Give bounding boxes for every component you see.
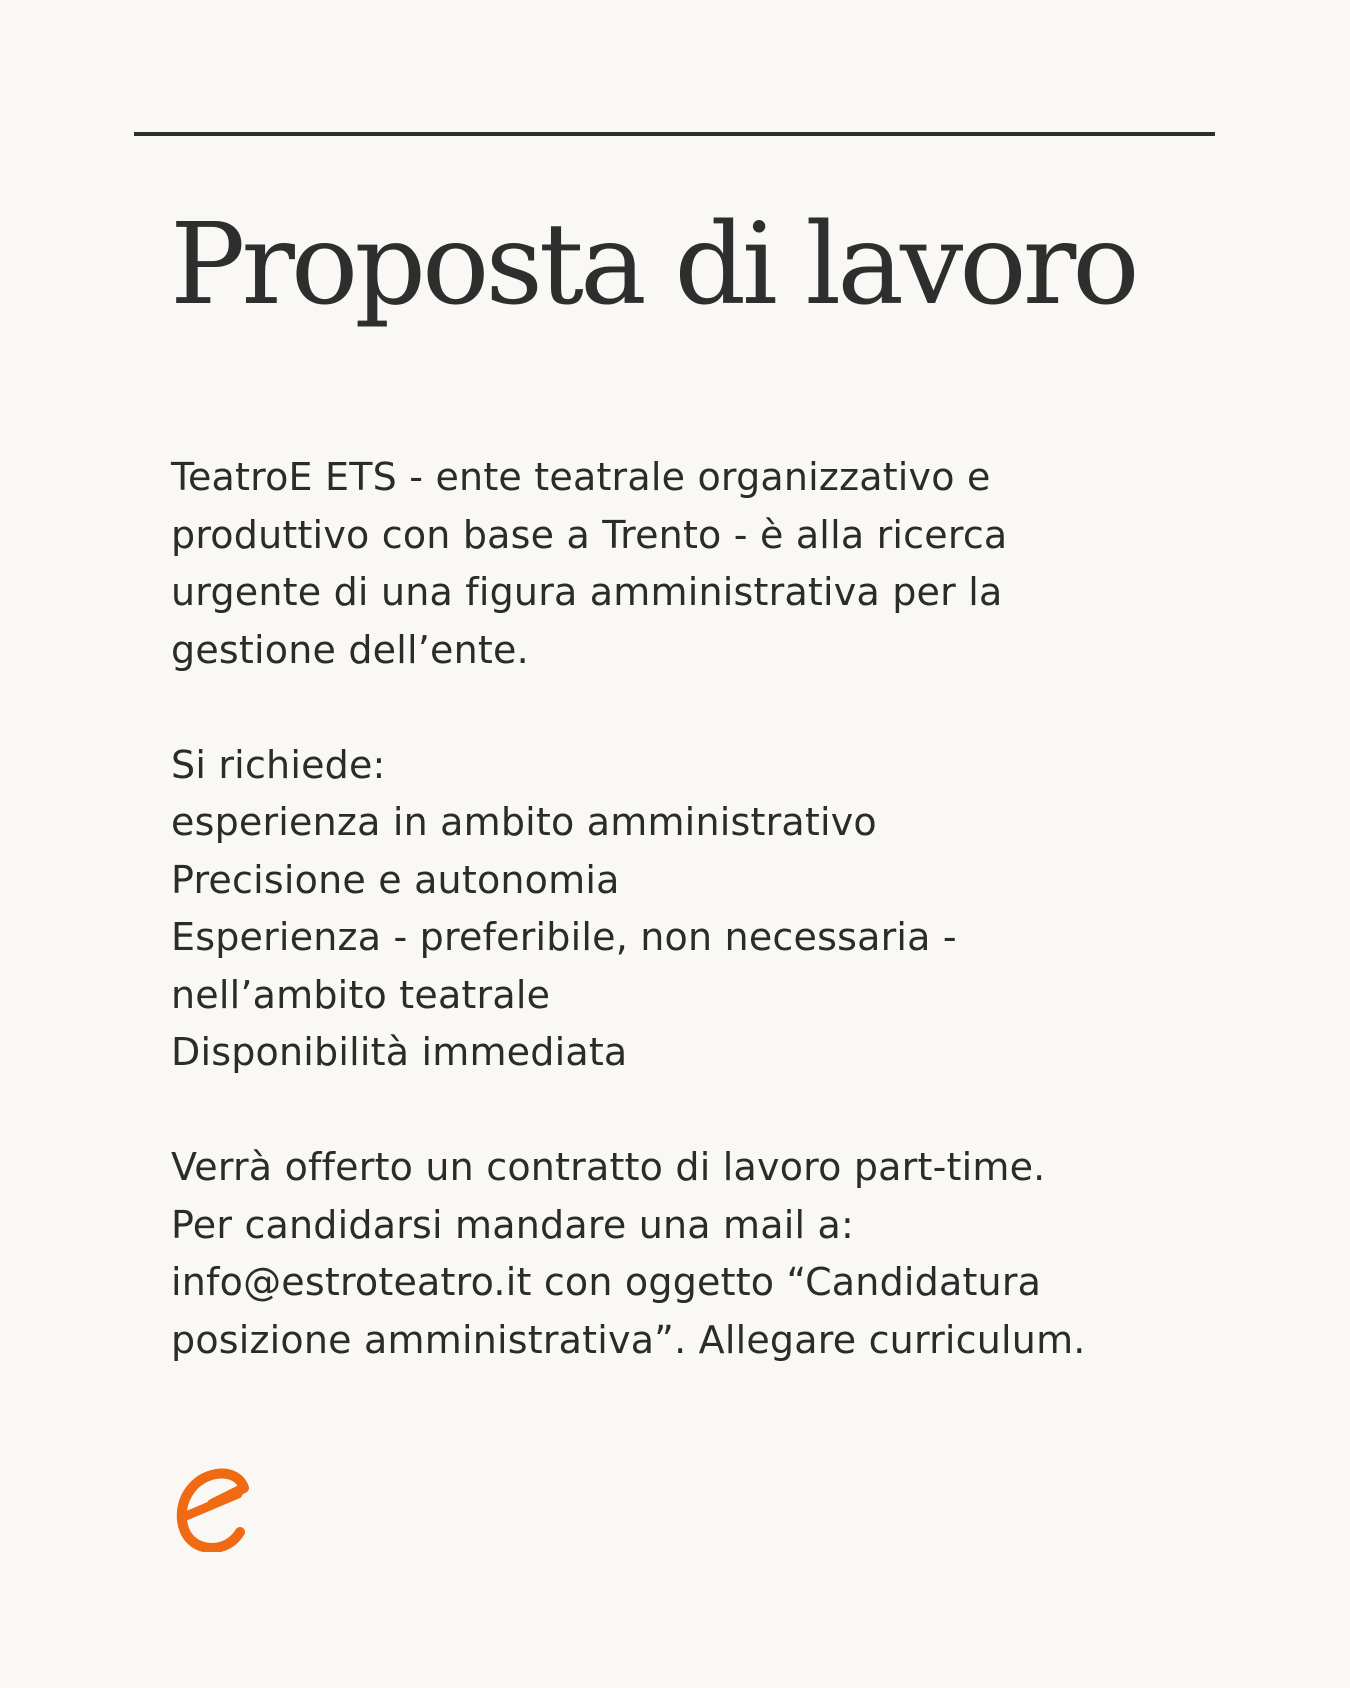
requirements-section — [171, 737, 1231, 1082]
requirement-item: Precisione e autonomia — [171, 857, 620, 902]
offer-line: posizione amministrativa”. Allegare curriculum. — [171, 1317, 1086, 1362]
requirement-item: esperienza in ambito amministrativo — [171, 800, 877, 844]
intro-line: TeatroE ETS - ente teatrale organizzativo e — [171, 455, 991, 499]
offer-line: info@estroteatro.it con oggetto “Candidatura — [171, 1260, 1042, 1304]
intro-line: produttivo con base a Trento - è alla ricerca — [171, 512, 1008, 557]
intro-paragraph — [171, 449, 1231, 679]
requirement-item: Esperienza - preferibile, non necessaria - — [171, 915, 957, 959]
requirement-item: Disponibilità immediata — [171, 1030, 628, 1074]
offer-paragraph — [171, 1139, 1231, 1369]
job-description — [171, 449, 1231, 1369]
requirements-heading: Si richiede: — [171, 742, 386, 787]
estro-e-logo-icon — [172, 1468, 252, 1552]
offer-line: Verrà offerto un contratto di lavoro part-time. — [171, 1145, 1046, 1189]
page-title: Proposta di lavoro — [170, 200, 1136, 330]
intro-line: gestione dell’ente. — [171, 627, 529, 672]
requirement-item: nell’ambito teatrale — [171, 972, 551, 1017]
offer-line: Per candidarsi mandare una mail a: — [171, 1202, 855, 1247]
top-divider — [134, 132, 1215, 136]
intro-line: urgente di una figura amministrativa per la — [171, 570, 1003, 614]
